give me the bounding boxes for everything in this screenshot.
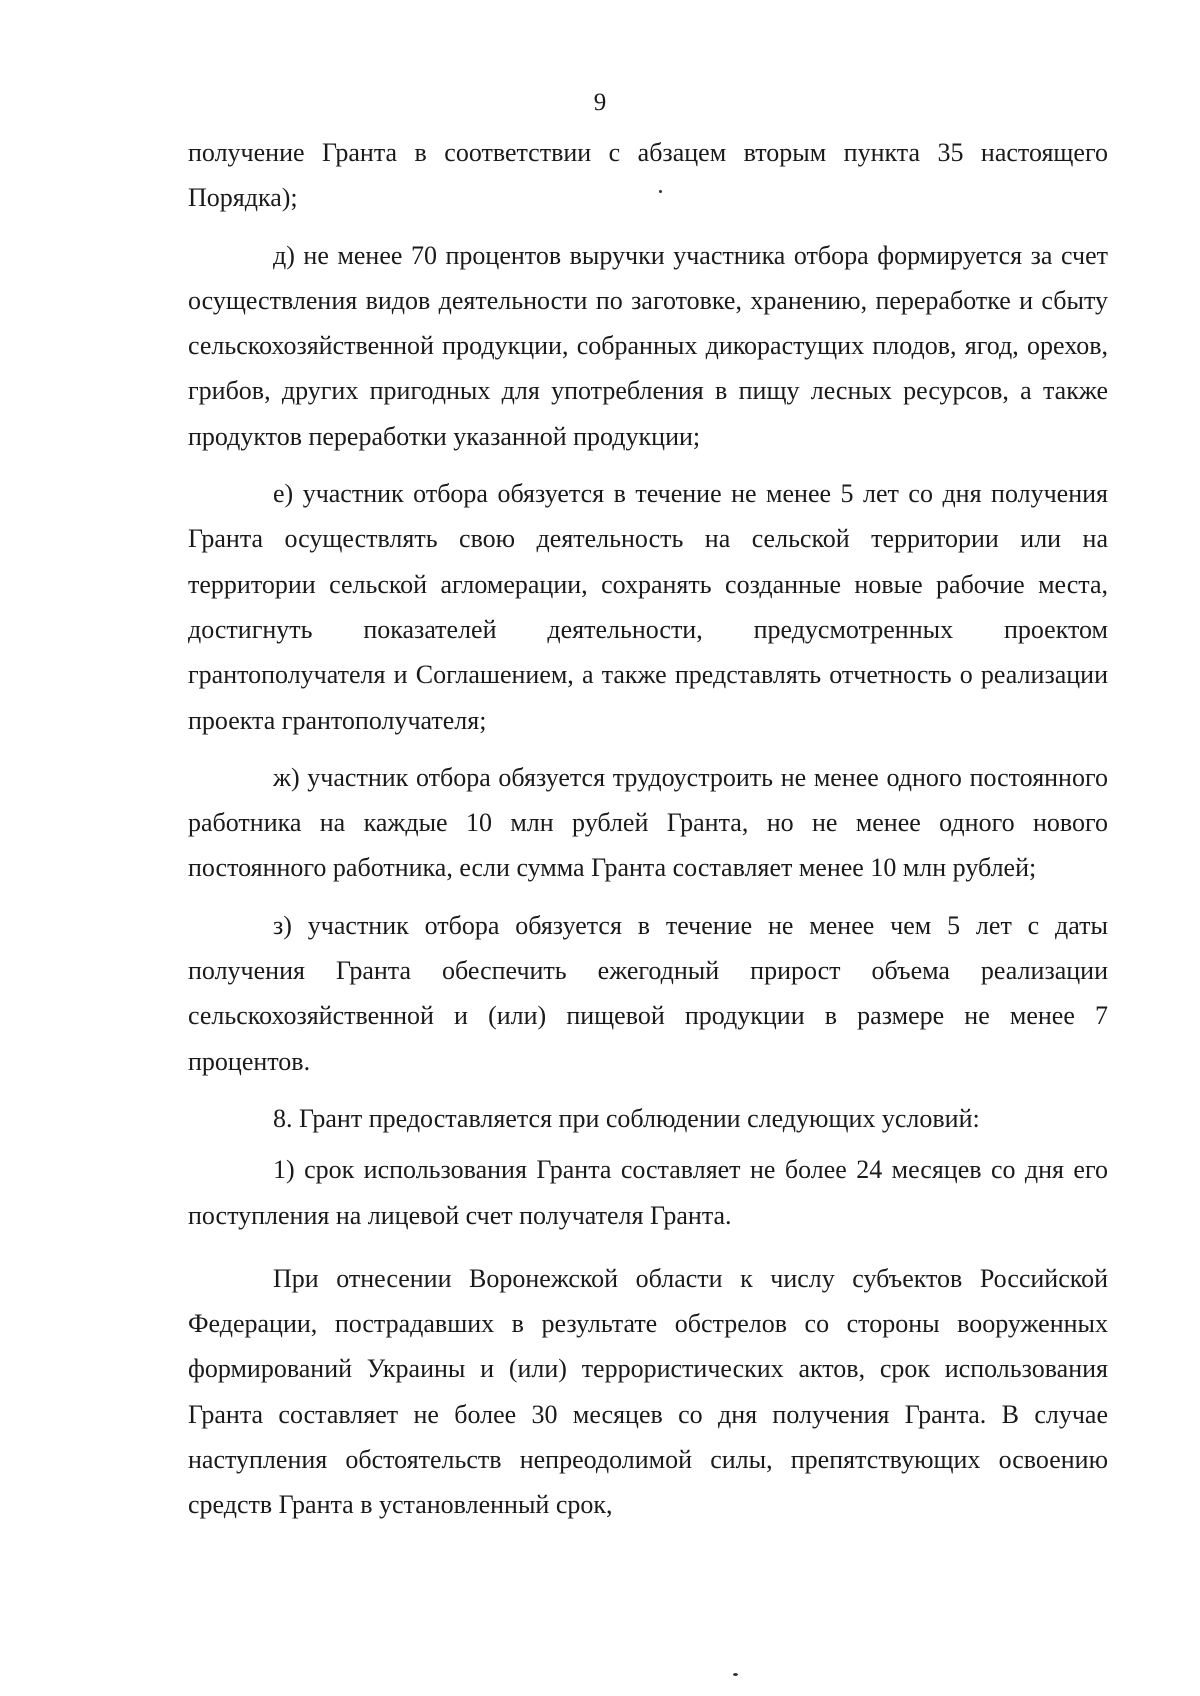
paragraph-condition-1: 1) срок использования Гранта составляет не более 24 месяцев со дня его поступления на лицевой счет получателя Гранта. (188, 1155, 1108, 1230)
scan-speck (733, 1673, 738, 1676)
paragraph-item-zh: ж) участник отбора обязуется трудоустроить не менее одного постоянного работника на каждые 10 млн рублей Гранта, но не менее одного нового постоянного работника, если сумма Гранта составляет менее 10 млн рублей; (188, 762, 1108, 883)
paragraph-item-d: д) не менее 70 процентов выручки участника отбора формируется за счет осуществления видов деятельности по заготовке, хранению, переработке и сбыту сельскохозяйственной продукции, собранных дикорастущих плодов, ягод, орехов, грибов, других пригодных для употребления в пищу лесных ресурсов, а также продуктов переработки указанной продукции; (188, 240, 1108, 451)
document-body (188, 130, 1108, 1528)
paragraph-voronezh-extension: При отнесении Воронежской области к числу субъектов Российской Федерации, пострадавших в результате обстрелов со стороны вооруженных формирований Украины и (или) террористических актов, срок использования Гранта составляет не более 30 месяцев со дня получения Гранта. В случае наступления обстоятельств непреодолимой силы, препятствующих освоению средств Гранта в установленный срок, (188, 1263, 1108, 1520)
paragraph-section-8: 8. Грант предоставляется при соблюдении следующих условий: (273, 1103, 980, 1133)
paragraph-item-z: з) участник отбора обязуется в течение не менее чем 5 лет с даты получения Гранта обеспечить ежегодный прирост объема реализации сельскохозяйственной и (или) пищевой продукции в размере не менее 7 процентов. (188, 910, 1108, 1076)
scan-speck (659, 190, 662, 193)
page-number: 9 (593, 89, 607, 116)
paragraph-item-e: е) участник отбора обязуется в течение не менее 5 лет со дня получения Гранта осуществлять свою деятельность на сельской территории или на территории сельской агломерации, сохранять созданные новые рабочие места, достигнуть показателей деятельности, предусмотренных проектом грантополучателя и Соглашением, а также представлять отчетность о реализации проекта грантополучателя; (188, 479, 1108, 735)
paragraph-continuation: получение Гранта в соответствии с абзацем вторым пункта 35 настоящего Порядка); (188, 138, 1108, 213)
